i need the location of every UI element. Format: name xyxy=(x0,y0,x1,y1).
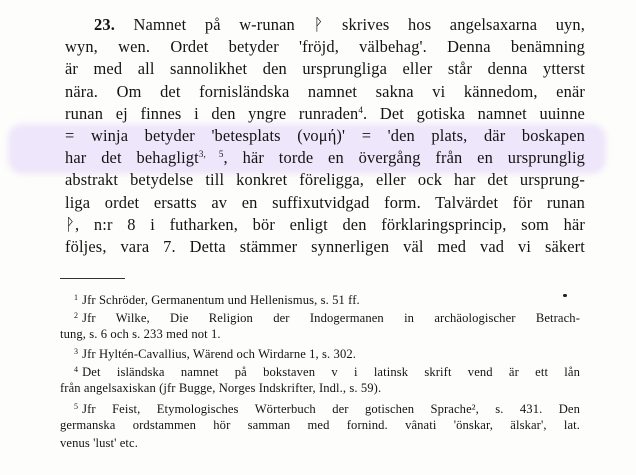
footnote-mark: 3 xyxy=(74,347,79,357)
footnote-text: Jfr Hyltén-Cavallius, Wärend och Wirdarne 1, s. 302. xyxy=(82,347,356,362)
footnote-mark: 2 xyxy=(74,311,79,321)
footnote-4 xyxy=(60,361,580,379)
text-line-7-b: här torde en övergång från en ursprunglig xyxy=(242,148,585,168)
footnote-2-cont: tung, s. 6 och s. 233 med not 1. xyxy=(60,327,221,342)
text-line-7: har det behagligt$^{3, 5}$, här torde en övergång från en ursprunglig xyxy=(65,148,585,168)
footnote-5-cont-2: venus 'lust' etc. xyxy=(60,435,138,450)
text-line-9: liga ordet ersatts av en suffixutvidgad form. Talvärdet för runan xyxy=(65,192,585,212)
footnote-separator xyxy=(60,278,125,279)
footnote-mark: 5 xyxy=(74,401,79,411)
footnote-4-cont: från angelsaxiskan (jfr Bugge, Norges Indskrifter, Indl., s. 59). xyxy=(60,381,382,396)
text-line-5: runan ej finnes i den yngre runraden$^4$. Det gotiska namnet uuinne xyxy=(65,103,585,123)
text-line-8: abstrakt betydelse till konkret föreligga, eller ock har det ursprung- xyxy=(65,170,585,190)
footnote-ref-4: 4 xyxy=(358,104,363,115)
footnote-5 xyxy=(60,398,580,416)
text-line-3: är med all sannolikhet den ursprungliga eller står denna ytterst xyxy=(65,59,585,79)
text-line-11: följes, vara 7. Detta stämmer synnerligen väl med vad vi säkert xyxy=(65,236,585,256)
text-line-1-content: Namnet på w-runan ᚹ skrives hos angelsaxarna uyn, xyxy=(133,15,585,34)
text-line-10: ᚹ, n:r 8 i futharken, bör enligt den förklaringsprincip, som här xyxy=(65,214,585,234)
main-paragraph xyxy=(65,14,585,258)
footnote-mark: 1 xyxy=(74,293,79,302)
footnotes xyxy=(60,289,580,452)
footnote-text: Det isländska namnet på bokstaven v i latinsk skrift vend är ett lån xyxy=(82,365,580,380)
text-line-6: = winja betyder 'betesplats (νομή)' = 'den plats, där boskapen xyxy=(65,125,585,145)
footnote-text: Jfr Wilke, Die Religion der Indogermanen in archäologischer Betrach- xyxy=(82,311,580,326)
text-line-1 xyxy=(65,14,585,36)
footnote-2 xyxy=(60,307,580,325)
text-line-2: wyn, wen. Ordet betyder 'fröjd, välbehag'. Denna benämning xyxy=(65,37,585,57)
footnote-text: Jfr Feist, Etymologisches Wörterbuch der gotischen Sprache², s. 431. Den xyxy=(82,401,580,416)
footnote-text: Jfr Schröder, Germanentum und Hellenismus, s. 51 ff. xyxy=(82,293,360,307)
footnote-5-cont: germanska ordstammen hör samman med fornind. vânati 'önskar, älskar', lat. xyxy=(60,417,580,432)
text-line-5-b: Det gotiska namnet uuinne xyxy=(379,103,585,123)
text-line-5-a: runan ej finnes i den yngre runraden xyxy=(65,103,359,123)
text-line-7-a: har det behagligt xyxy=(65,148,199,168)
footnote-3 xyxy=(60,343,580,361)
text-line-4: nära. Om det fornisländska namnet sakna vi kännedom, enär xyxy=(65,81,585,101)
footnote-ref-3-5: 3, 5 xyxy=(198,149,224,160)
footnote-mark: 4 xyxy=(74,365,79,375)
footnote-1 xyxy=(60,289,580,307)
paragraph-number: 23. xyxy=(94,15,115,34)
